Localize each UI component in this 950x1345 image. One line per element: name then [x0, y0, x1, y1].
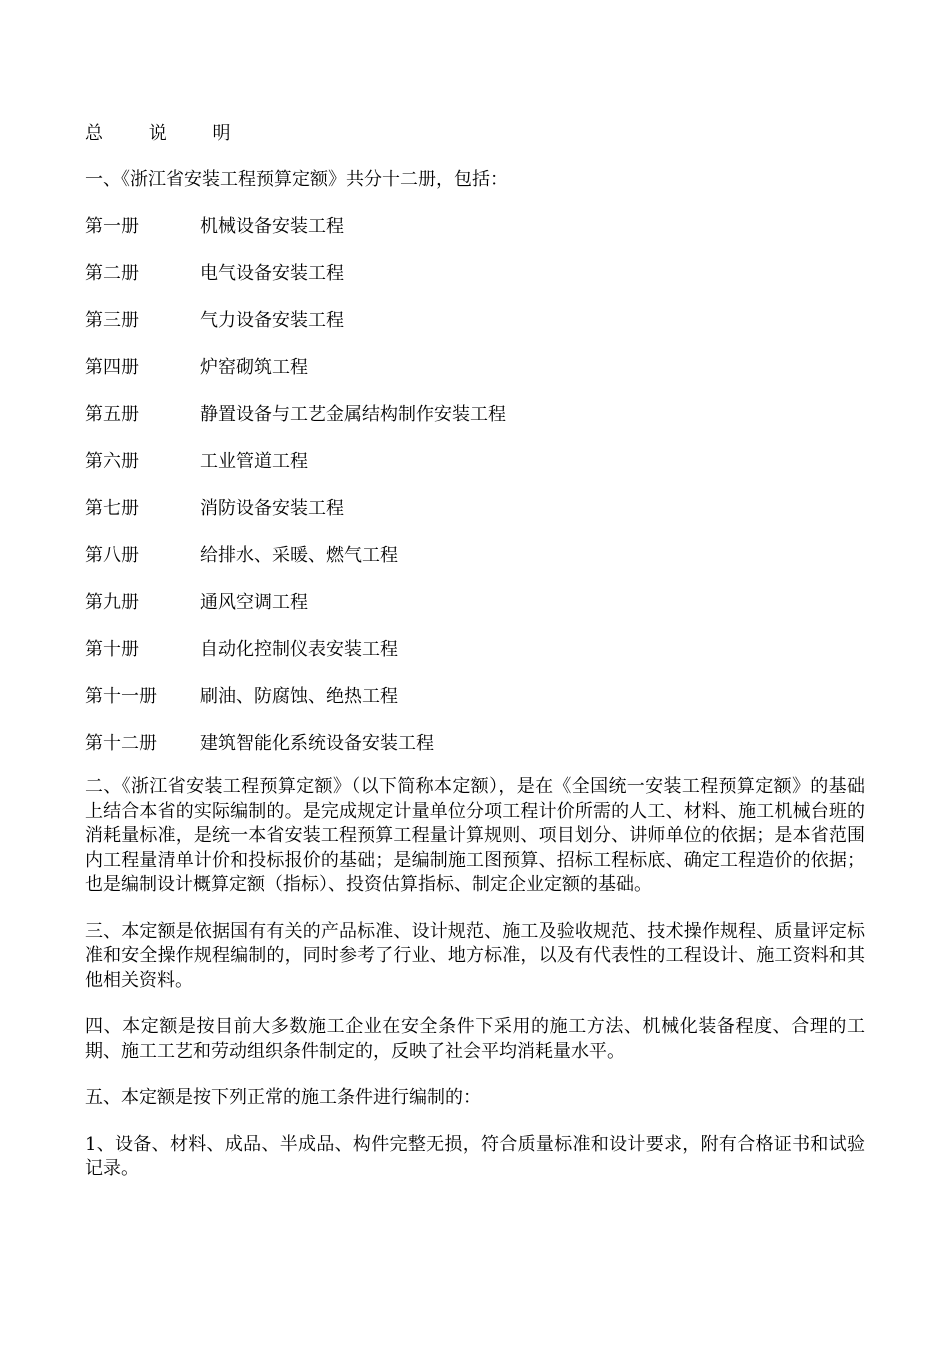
- volume-number: 第四册: [85, 357, 139, 378]
- volume-number: 第一册: [85, 216, 139, 237]
- volume-number: 第八册: [85, 545, 139, 566]
- volume-number: 第十一册: [85, 686, 157, 707]
- volume-row: [85, 638, 865, 685]
- volume-row: [85, 450, 865, 497]
- volume-row: [85, 215, 865, 262]
- volume-title: 气力设备安装工程: [200, 310, 344, 331]
- volume-row: [85, 356, 865, 403]
- volume-row: [85, 497, 865, 544]
- volume-title: 机械设备安装工程: [200, 216, 344, 237]
- body-paragraphs: [85, 775, 865, 1204]
- volume-title: 电气设备安装工程: [200, 263, 344, 284]
- volume-number: 第二册: [85, 263, 139, 284]
- document-title: 总 说 明: [85, 123, 251, 144]
- volume-number: 第六册: [85, 451, 139, 472]
- intro-line: 一、《浙江省安装工程预算定额》共分十二册，包括：: [85, 169, 508, 190]
- volume-row: [85, 732, 865, 779]
- paragraph-4: 四、本定额是按目前大多数施工企业在安全条件下采用的施工方法、机械化装备程度、合理的工期、施工工艺和劳动组织条件制定的，反映了社会平均消耗量水平。: [85, 1016, 865, 1062]
- volume-row: [85, 591, 865, 638]
- volume-row: [85, 685, 865, 732]
- volume-row: [85, 262, 865, 309]
- volume-number: 第五册: [85, 404, 139, 425]
- volume-title: 通风空调工程: [200, 592, 308, 613]
- volume-row: [85, 403, 865, 450]
- volume-title: 炉窑砌筑工程: [200, 357, 308, 378]
- volume-number: 第十二册: [85, 733, 157, 754]
- volume-row: [85, 309, 865, 356]
- paragraph-5: 五、本定额是按下列正常的施工条件进行编制的：: [85, 1087, 481, 1108]
- volume-number: 第九册: [85, 592, 139, 613]
- volume-title: 刷油、防腐蚀、绝热工程: [200, 686, 398, 707]
- volume-number: 第七册: [85, 498, 139, 519]
- paragraph-5-item-1: 1、设备、材料、成品、半成品、构件完整无损，符合质量标准和设计要求，附有合格证书和试验记录。: [85, 1133, 865, 1179]
- volume-title: 消防设备安装工程: [200, 498, 344, 519]
- volume-list: [85, 215, 865, 779]
- volume-title: 静置设备与工艺金属结构制作安装工程: [200, 404, 506, 425]
- volume-title: 自动化控制仪表安装工程: [200, 639, 398, 660]
- volume-title: 建筑智能化系统设备安装工程: [200, 733, 434, 754]
- paragraph-3: 三、本定额是依据国有有关的产品标准、设计规范、施工及验收规范、技术操作规程、质量评定标准和安全操作规程编制的，同时参考了行业、地方标准，以及有代表性的工程设计、施工资料和其他相关资料。: [85, 920, 865, 991]
- volume-title: 工业管道工程: [200, 451, 308, 472]
- volume-row: [85, 544, 865, 591]
- paragraph-2: 二、《浙江省安装工程预算定额》（以下简称本定额），是在《全国统一安装工程预算定额》的基础上结合本省的实际编制的。是完成规定计量单位分项工程计价所需的人工、材料、施工机械台班的消耗量标准，是统一本省安装工程预算工程量计算规则、项目划分、讲师单位的依据；是本省范围内工程量清单计价和投标报价的基础；是编制施工图预算、招标工程标底、确定工程造价的依据；也是编制设计概算定额（指标）、投资估算指标、制定企业定额的基础。: [85, 776, 865, 895]
- volume-title: 给排水、采暖、燃气工程: [200, 545, 398, 566]
- volume-number: 第十册: [85, 639, 139, 660]
- volume-number: 第三册: [85, 310, 139, 331]
